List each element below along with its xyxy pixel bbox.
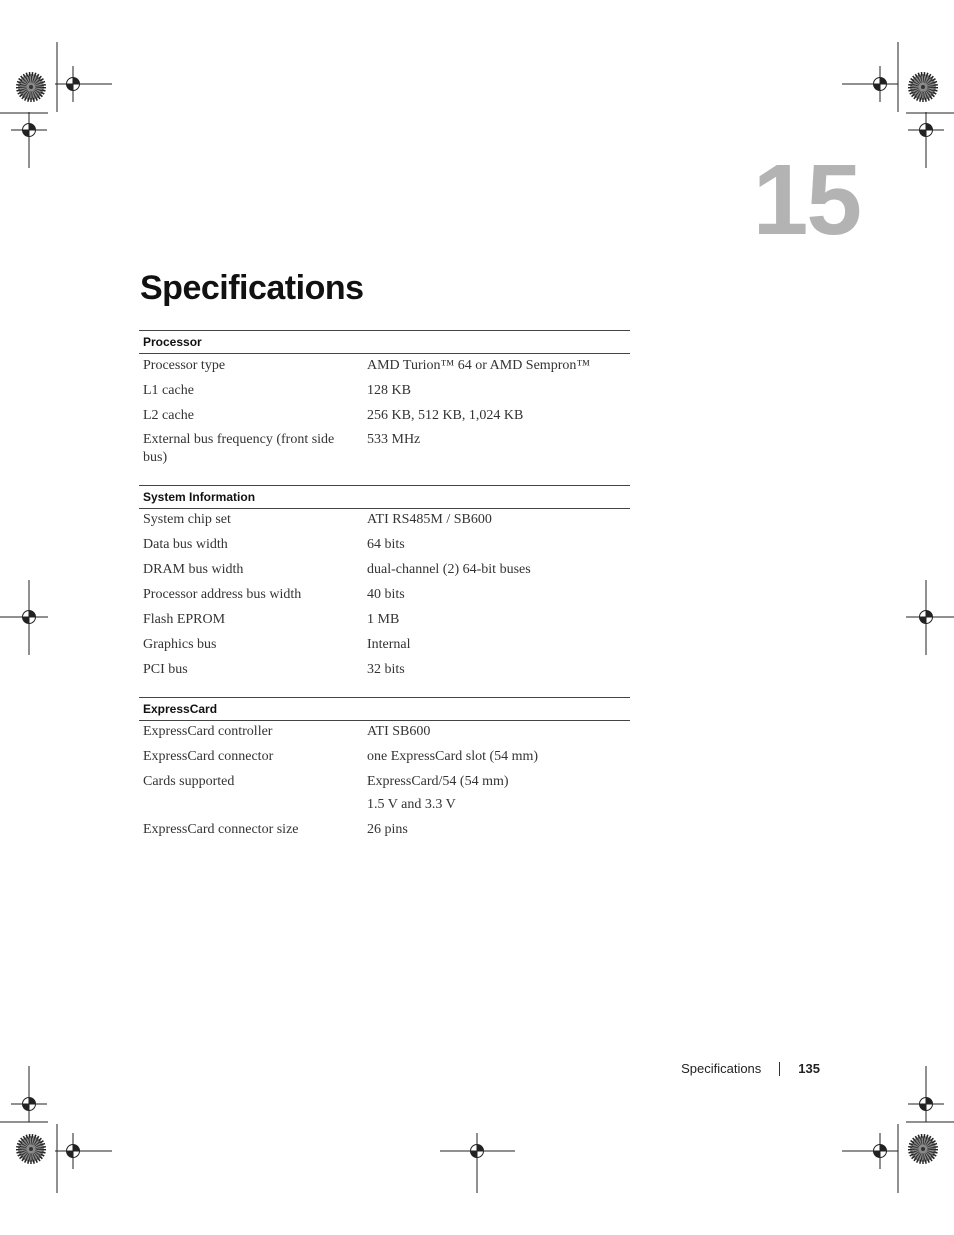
spec-label: ExpressCard controller xyxy=(143,724,273,739)
spec-label: L2 cache xyxy=(143,408,194,423)
spec-label: Graphics bus xyxy=(143,637,217,652)
spec-label: ExpressCard connector size xyxy=(143,822,299,837)
spec-value xyxy=(367,586,630,611)
spec-row xyxy=(139,661,630,686)
spec-value xyxy=(367,661,630,686)
spec-row xyxy=(139,431,630,477)
spec-label: Processor type xyxy=(143,358,226,373)
spec-value-line: ATI RS485M / SB600 xyxy=(367,512,492,527)
crop-mark-bottom-center xyxy=(440,1133,515,1193)
spec-value-line: 40 bits xyxy=(367,587,405,602)
page-number: 135 xyxy=(798,1061,820,1076)
spec-value xyxy=(367,636,630,661)
spec-value xyxy=(367,748,630,773)
spec-value-line: 1 MB xyxy=(367,612,400,627)
spec-value-line: 26 pins xyxy=(367,822,408,837)
spec-value xyxy=(367,511,630,536)
spec-value-line: 1.5 V and 3.3 V xyxy=(367,797,456,812)
spec-value xyxy=(367,407,630,431)
spec-label: DRAM bus width xyxy=(143,562,244,577)
spec-row xyxy=(139,561,630,586)
spec-value-line: dual-channel (2) 64-bit buses xyxy=(367,562,531,577)
chapter-number: 15 xyxy=(752,144,860,256)
spec-label: Flash EPROM xyxy=(143,612,226,627)
spec-value xyxy=(367,561,630,586)
spec-row xyxy=(139,723,630,748)
spec-value-line: 128 KB xyxy=(367,383,411,398)
spec-row xyxy=(139,536,630,561)
spec-value-line: Internal xyxy=(367,637,411,652)
spec-label: PCI bus xyxy=(143,662,188,677)
section-header: System Information xyxy=(139,485,630,509)
spec-row xyxy=(139,407,630,431)
spec-value xyxy=(367,821,630,846)
spec-label: System chip set xyxy=(143,512,231,527)
spec-section-processor xyxy=(139,330,630,477)
spec-label: Data bus width xyxy=(143,537,228,552)
section-header: Processor xyxy=(139,330,630,354)
spec-value-line: one ExpressCard slot (54 mm) xyxy=(367,749,539,764)
spec-value xyxy=(367,723,630,748)
spec-value-line: AMD Turion™ 64 or AMD Sempron™ xyxy=(367,358,591,373)
crop-mark-bottom-right xyxy=(842,1066,954,1193)
spec-value-line: ATI SB600 xyxy=(367,724,431,739)
spec-value xyxy=(367,611,630,636)
spec-row xyxy=(139,821,630,846)
spec-label: Processor address bus width xyxy=(143,587,302,602)
spec-value xyxy=(367,431,630,477)
spec-value-line: 64 bits xyxy=(367,537,405,552)
spec-label: Cards supported xyxy=(143,774,235,789)
spec-label: L1 cache xyxy=(143,383,194,398)
spec-row xyxy=(139,511,630,536)
spec-row xyxy=(139,382,630,407)
spec-label: ExpressCard connector xyxy=(143,749,274,764)
section-header: ExpressCard xyxy=(139,697,630,721)
spec-row xyxy=(139,748,630,773)
crop-mark-middle-left xyxy=(0,580,48,655)
spec-row xyxy=(139,611,630,636)
spec-section-expresscard xyxy=(139,697,630,846)
crop-mark-bottom-left xyxy=(0,1066,112,1193)
spec-value xyxy=(367,382,630,407)
spec-value-line: 256 KB, 512 KB, 1,024 KB xyxy=(367,408,524,423)
spec-row xyxy=(139,586,630,611)
spec-row xyxy=(139,773,630,821)
footer-section-label: Specifications xyxy=(681,1061,762,1076)
spec-value xyxy=(367,773,630,821)
spec-label: External bus frequency (front side bus) xyxy=(143,432,335,465)
crop-mark-top-left xyxy=(0,42,112,168)
spec-section-system-information xyxy=(139,485,630,686)
spec-value xyxy=(367,357,630,382)
spec-value-line: ExpressCard/54 (54 mm) xyxy=(367,774,509,789)
spec-row xyxy=(139,357,630,382)
spec-value-line: 533 MHz xyxy=(367,432,421,447)
page-footer xyxy=(681,1061,820,1076)
spec-row xyxy=(139,636,630,661)
crop-mark-middle-right xyxy=(906,580,954,655)
page-title: Specifications xyxy=(140,269,364,307)
spec-value-line: 32 bits xyxy=(367,662,405,677)
spec-value xyxy=(367,536,630,561)
footer-divider xyxy=(779,1062,780,1076)
